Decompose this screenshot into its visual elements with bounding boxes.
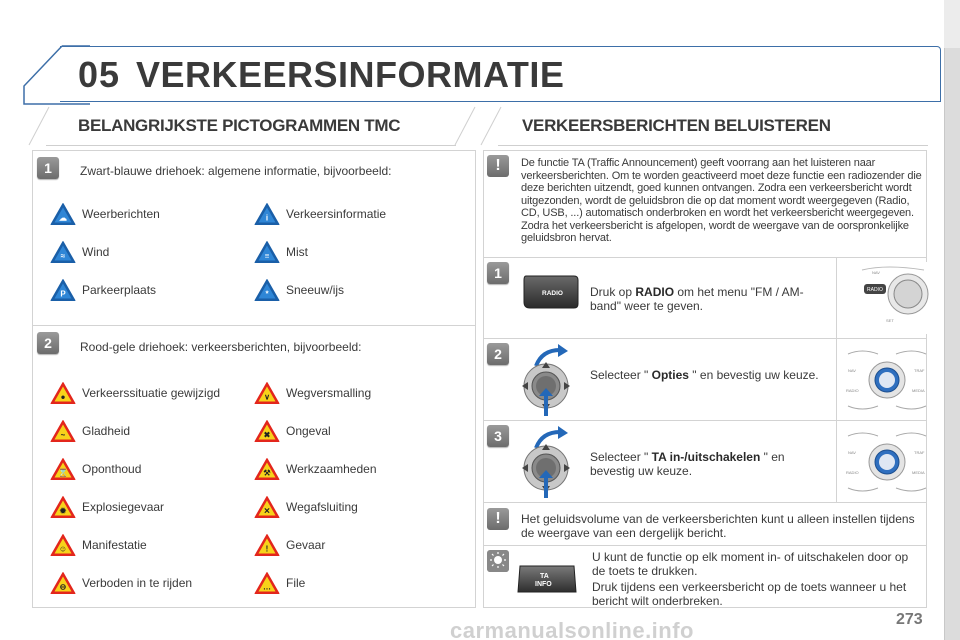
accident-icon — [254, 419, 280, 443]
pictogram-label: Verkeerssituatie gewijzigd — [82, 386, 221, 400]
step-2-badge: 2 — [487, 343, 509, 365]
svg-text:i: i — [265, 213, 269, 223]
svg-text:TRAF: TRAF — [914, 450, 925, 455]
svg-text:☺: ☺ — [58, 544, 68, 554]
no-entry-icon — [50, 571, 76, 595]
warning-icon: ! — [487, 508, 509, 530]
svg-text:≡: ≡ — [264, 251, 270, 261]
pictogram-label: Gevaar — [286, 538, 326, 552]
pictogram-label: Mist — [286, 245, 308, 259]
tip-icon — [487, 550, 509, 572]
right-section-title: VERKEERSBERICHTEN BELUISTEREN — [522, 116, 831, 135]
svg-text:●: ● — [60, 392, 66, 402]
step-3-badge: 3 — [487, 425, 509, 447]
fog-icon — [254, 240, 280, 264]
svg-text:☁: ☁ — [59, 213, 67, 223]
svg-text:NAV: NAV — [872, 270, 880, 275]
svg-text:!: ! — [265, 544, 269, 554]
side-tab — [944, 48, 960, 640]
pictogram-label: Verboden in te rijden — [82, 576, 193, 590]
step-badge-2: 2 — [37, 332, 59, 354]
svg-text:⊖: ⊖ — [59, 582, 67, 592]
pictogram-label: Wegversmalling — [286, 386, 372, 400]
right-divider-3 — [483, 420, 927, 421]
right-vertical-divider — [836, 257, 837, 502]
delay-icon — [50, 457, 76, 481]
roadworks-icon — [254, 457, 280, 481]
svg-text:✕: ✕ — [263, 506, 271, 516]
ta-intro: De functie TA (Traffic Announcement) geeft voorrang aan het luisteren naar verkeersberichten. Om te worden geactiveerd moet deze functie een radiozender die deze berichten uitzendt, goed kunnen ontvangen. Zodra een verkeersbericht wordt uitgezonden, wordt de geluidsbron die op dat moment wordt weergegeven (Radio, CD, USB, ...) automatisch onderbroken en wordt het verkeersbericht weergegeven. Zodra het verkeersbericht is afgelopen, wordt de weergave van de oorspronkelijke geluidsbron hervat. — [521, 157, 922, 244]
right-divider-5 — [483, 545, 927, 546]
pictogram-label: Weerberichten — [82, 207, 160, 221]
pictogram-label: Explosiegevaar — [82, 500, 165, 514]
step-3-text: Selecteer " TA in-/uitschakelen " en bevestig uw keuze. — [590, 450, 785, 478]
step-1-text: Druk op RADIO om het menu "FM / AM-band" weer te geven. — [590, 285, 804, 313]
right-divider-1 — [483, 257, 927, 258]
svg-text:*: * — [265, 289, 269, 299]
control-knob-icon — [518, 442, 574, 500]
ta-info-button-picture — [514, 562, 580, 596]
svg-text:MEDIA: MEDIA — [912, 470, 925, 475]
svg-text:SET: SET — [886, 318, 894, 323]
traffic-jam-icon — [254, 571, 280, 595]
pictogram-label: Ongeval — [286, 424, 331, 438]
left-divider — [32, 325, 476, 326]
svg-text:∨: ∨ — [264, 392, 270, 402]
svg-text:⌛: ⌛ — [58, 468, 68, 478]
svg-text:RADIO: RADIO — [846, 388, 859, 393]
console-picture-options — [842, 344, 932, 416]
svg-text:…: … — [263, 582, 271, 592]
console-picture-ta — [842, 426, 932, 498]
left-section-header — [46, 106, 456, 146]
road-narrowing-icon — [254, 381, 280, 405]
svg-text:⚒: ⚒ — [263, 468, 271, 478]
block1-intro: Zwart-blauwe driehoek: algemene informatie, bijvoorbeeld: — [80, 164, 392, 178]
svg-text:✖: ✖ — [263, 430, 271, 440]
pictogram-label: Wind — [82, 245, 110, 259]
svg-text:INFO: INFO — [535, 581, 552, 588]
step-2-text: Selecteer " Opties " en bevestig uw keuze. — [590, 368, 819, 382]
block2-intro: Rood-gele driehoek: verkeersberichten, bijvoorbeeld: — [80, 340, 362, 354]
svg-text:P: P — [60, 289, 66, 299]
radio-button-picture — [520, 272, 580, 312]
traffic-info-icon — [254, 202, 280, 226]
traffic-light-icon — [50, 381, 76, 405]
right-section-header — [498, 106, 928, 146]
road-closed-icon — [254, 495, 280, 519]
tip-2: Druk tijdens een verkeersbericht op de toets wanneer u het bericht wilt onderbreken. — [592, 580, 907, 608]
wind-icon — [50, 240, 76, 264]
svg-text:✹: ✹ — [59, 506, 67, 516]
svg-text:RADIO: RADIO — [846, 470, 859, 475]
weather-icon — [50, 202, 76, 226]
volume-note: Het geluidsvolume van de verkeersberichten kunt u alleen instellen tijdens de weergave van een dergelijk bericht. — [521, 512, 915, 540]
explosion-icon — [50, 495, 76, 519]
svg-text:TRAF: TRAF — [914, 368, 925, 373]
pictogram-label: Gladheid — [82, 424, 131, 438]
svg-text:NAV: NAV — [848, 450, 856, 455]
side-tab-top — [944, 0, 960, 48]
watermark: carmanualsonline.info — [450, 618, 694, 640]
svg-text:TA: TA — [540, 573, 549, 580]
parking-icon — [50, 278, 76, 302]
svg-text:≈: ≈ — [60, 251, 66, 261]
pictogram-label: Werkzaamheden — [286, 462, 377, 476]
slippery-road-icon — [50, 419, 76, 443]
right-divider-2 — [483, 338, 927, 339]
step-1-badge: 1 — [487, 262, 509, 284]
warning-icon: ! — [487, 155, 509, 177]
page-title: VERKEERSINFORMATIE — [136, 54, 565, 95]
danger-icon — [254, 533, 280, 557]
tip-1: U kunt de functie op elk moment in- of uitschakelen door op de toets te drukken. — [592, 550, 909, 578]
chapter-number: 05 — [78, 54, 121, 95]
control-knob-icon — [518, 360, 574, 418]
right-divider-4 — [483, 502, 927, 503]
svg-text:RADIO: RADIO — [542, 290, 563, 297]
pictogram-label: Oponthoud — [82, 462, 142, 476]
svg-text:NAV: NAV — [848, 368, 856, 373]
page-number: 273 — [896, 611, 923, 628]
snow-icon — [254, 278, 280, 302]
pictogram-label: Wegafsluiting — [286, 500, 358, 514]
pictogram-label: Sneeuw/ijs — [286, 283, 345, 297]
pictogram-label: File — [286, 576, 306, 590]
step-badge-1: 1 — [37, 157, 59, 179]
svg-text:MEDIA: MEDIA — [912, 388, 925, 393]
demonstration-icon — [50, 533, 76, 557]
left-section-title: BELANGRIJKSTE PICTOGRAMMEN TMC — [78, 116, 401, 135]
pictogram-label: Verkeersinformatie — [286, 207, 387, 221]
svg-text:RADIO: RADIO — [867, 287, 883, 293]
console-picture-radio — [842, 262, 932, 334]
svg-text:~: ~ — [60, 430, 66, 440]
pictogram-label: Parkeerplaats — [82, 283, 157, 297]
pictogram-label: Manifestatie — [82, 538, 147, 552]
